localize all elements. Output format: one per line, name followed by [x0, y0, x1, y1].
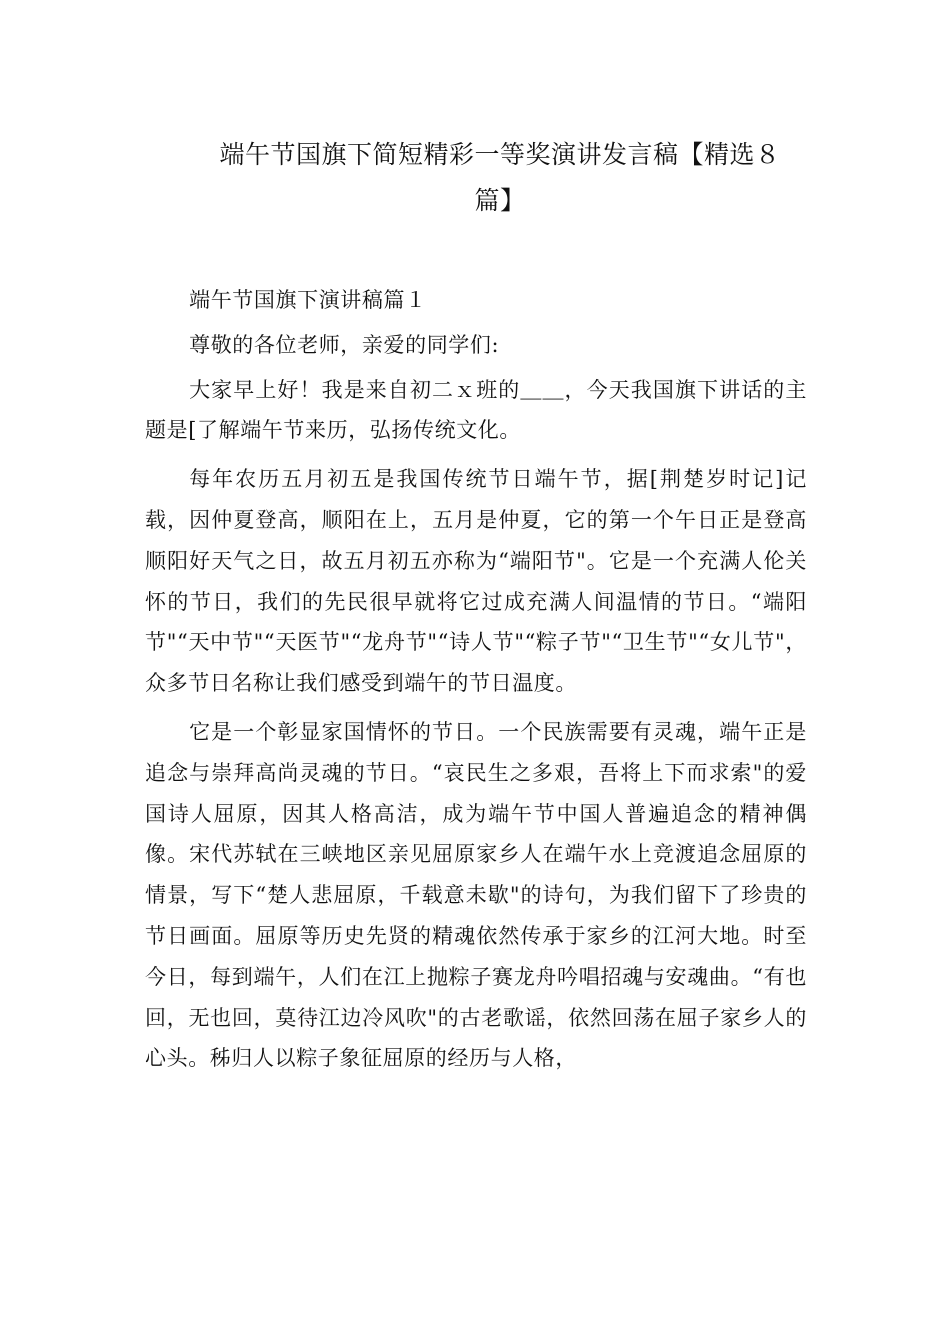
paragraph-origin: 每年农历五月初五是我国传统节日端午节，据[荆楚岁时记]记载，因仲夏登高，顺阳在上，五月是仲夏，它的第一个午日正是登高顺阳好天气之日，故五月初五亦称为“端阳节"。它是一个充满人伦关怀的节日，我们的先民很早就将它过成充满人间温情的节日。“端阳节"“天中节"“天医节"“龙舟节"“诗人节"“粽子节"“卫生节"“女儿节"，众多节日名称让我们感受到端午的节日温度。	[145, 467, 807, 696]
section-heading: 端午节国旗下演讲稿篇１	[189, 288, 427, 312]
paragraph-greeting: 大家早上好！我是来自初二ｘ班的＿＿，今天我国旗下讲话的主题是[了解端午节来历，弘扬传统文化。	[145, 377, 807, 443]
paragraph-patriotism: 它是一个彰显家国情怀的节日。一个民族需要有灵魂，端午正是追念与崇拜高尚灵魂的节日。“哀民生之多艰，吾将上下而求索"的爱国诗人屈原，因其人格高洁，成为端午节中国人普遍追念的精神偶像。宋代苏轼在三峡地区亲见屈原家乡人在端午水上竞渡追念屈原的情景，写下“楚人悲屈原，千载意未歇"的诗句，为我们留下了珍贵的节日画面。屈原等历史先贤的精魂依然传承于家乡的江河大地。时至今日，每到端午，人们在江上抛粽子赛龙舟吟唱招魂与安魂曲。“有也回，无也回，莫待江边冷风吹"的古老歌谣，依然回荡在屈子家乡人的心头。秭归人以粽子象征屈原的经历与人格，	[145, 719, 807, 1071]
document-title: 端午节国旗下简短精彩一等奖演讲发言稿【精选８篇】	[219, 140, 781, 215]
salutation: 尊敬的各位老师，亲爱的同学们:	[189, 332, 500, 357]
document-body	[145, 280, 807, 1087]
